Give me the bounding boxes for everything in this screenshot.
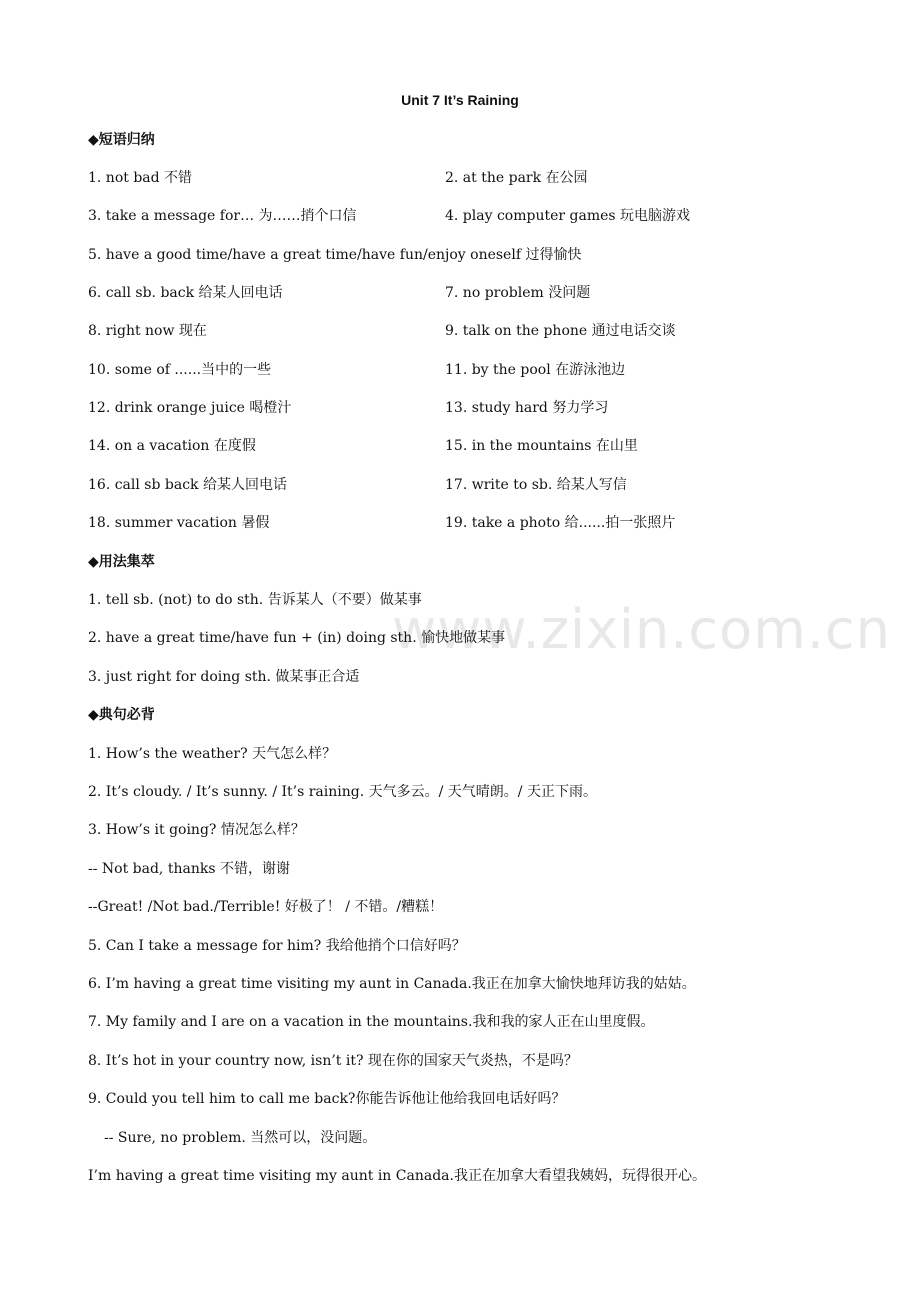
phrase-item: 2. at the park 在公园 bbox=[445, 170, 588, 186]
phrase-item: 6. call sb. back 给某人回电话 bbox=[88, 285, 283, 301]
phrase-item: 12. drink orange juice 喝橙汁 bbox=[88, 400, 292, 416]
page-title: Unit 7 It’s Raining bbox=[401, 92, 519, 108]
phrase-item: 16. call sb back 给某人回电话 bbox=[88, 477, 287, 493]
phrase-item: 1. not bad 不错 bbox=[88, 170, 193, 186]
sentence-item: --Great! /Not bad./Terrible! 好极了！ / 不错。/糟糕！ bbox=[88, 899, 444, 915]
sentence-item: I’m having a great time visiting my aunt in Canada.我正在加拿大看望我姨妈，玩得很开心。 bbox=[88, 1168, 706, 1184]
sentence-item: 3. How’s it going? 情况怎么样？ bbox=[88, 822, 305, 838]
sentence-item: -- Sure, no problem. 当然可以，没问题。 bbox=[104, 1130, 377, 1146]
phrase-item: 15. in the mountains 在山里 bbox=[445, 438, 638, 454]
phrase-item: 7. no problem 没问题 bbox=[445, 285, 591, 301]
phrase-item: 17. write to sb. 给某人写信 bbox=[445, 477, 627, 493]
sentence-item: 1. How’s the weather? 天气怎么样？ bbox=[88, 746, 337, 762]
sentence-item: 5. Can I take a message for him? 我给他捎个口信好吗？ bbox=[88, 938, 466, 954]
sentence-item: 2. It’s cloudy. / It’s sunny. / It’s raining. 天气多云。/ 天气晴朗。/ 天正下雨。 bbox=[88, 784, 597, 800]
phrase-item: 4. play computer games 玩电脑游戏 bbox=[445, 208, 691, 224]
phrase-item: 5. have a good time/have a great time/have fun/enjoy oneself 过得愉快 bbox=[88, 247, 582, 263]
watermark: www.zixin.com.cn bbox=[392, 598, 891, 661]
sentence-item: 7. My family and I are on a vacation in the mountains.我和我的家人正在山里度假。 bbox=[88, 1014, 655, 1030]
section-heading-sentences: ◆典句必背 bbox=[88, 707, 155, 723]
sentence-item: -- Not bad, thanks 不错，谢谢 bbox=[88, 861, 290, 877]
phrase-item: 13. study hard 努力学习 bbox=[445, 400, 609, 416]
usage-item: 2. have a great time/have fun + (in) doing sth. 愉快地做某事 bbox=[88, 630, 506, 646]
phrase-item: 9. talk on the phone 通过电话交谈 bbox=[445, 323, 676, 339]
sentence-item: 6. I’m having a great time visiting my aunt in Canada.我正在加拿大愉快地拜访我的姑姑。 bbox=[88, 976, 696, 992]
phrase-item: 11. by the pool 在游泳池边 bbox=[445, 362, 626, 378]
section-heading-phrases: ◆短语归纳 bbox=[88, 132, 155, 148]
phrase-item: 19. take a photo 给......拍一张照片 bbox=[445, 515, 676, 531]
usage-item: 1. tell sb. (not) to do sth. 告诉某人（不要）做某事 bbox=[88, 592, 422, 608]
usage-item: 3. just right for doing sth. 做某事正合适 bbox=[88, 669, 360, 685]
section-heading-usage: ◆用法集萃 bbox=[88, 554, 155, 570]
sentence-item: 9. Could you tell him to call me back?你能告诉他让他给我回电话好吗？ bbox=[88, 1091, 566, 1107]
phrase-item: 8. right now 现在 bbox=[88, 323, 207, 339]
phrase-item: 18. summer vacation 暑假 bbox=[88, 515, 270, 531]
phrase-item: 3. take a message for… 为……捎个口信 bbox=[88, 208, 357, 224]
phrase-item: 10. some of ......当中的一些 bbox=[88, 362, 272, 378]
phrase-item: 14. on a vacation 在度假 bbox=[88, 438, 256, 454]
sentence-item: 8. It’s hot in your country now, isn’t it? 现在你的国家天气炎热，不是吗？ bbox=[88, 1053, 578, 1069]
